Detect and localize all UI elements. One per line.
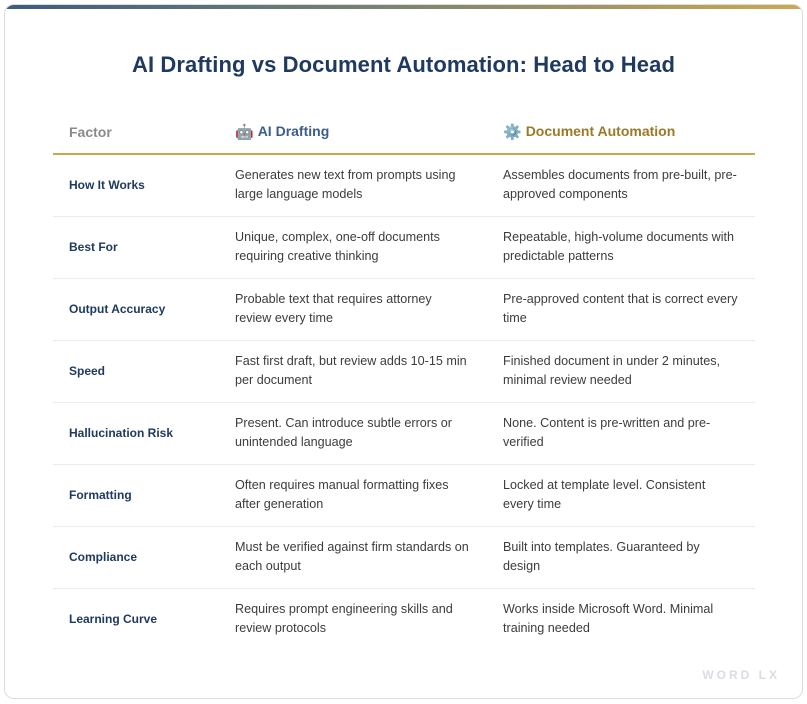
table-row bbox=[53, 154, 755, 216]
ai-drafting-cell: Generates new text from prompts using large language models bbox=[219, 154, 487, 216]
column-header-factor: Factor bbox=[53, 111, 219, 154]
document-automation-cell: Locked at template level. Consistent every time bbox=[487, 464, 755, 526]
document-automation-cell: Works inside Microsoft Word. Minimal training needed bbox=[503, 602, 714, 636]
comparison-table bbox=[53, 111, 755, 650]
factor-cell: Compliance bbox=[53, 526, 219, 588]
factor-cell: Output Accuracy bbox=[53, 278, 219, 340]
column-header-document-automation bbox=[487, 111, 755, 154]
factor-cell: How It Works bbox=[53, 154, 219, 216]
ai-drafting-cell: Often requires manual formatting fixes after generation bbox=[219, 464, 487, 526]
document-automation-cell: Assembles documents from pre-built, pre-approved components bbox=[487, 154, 755, 216]
table-row bbox=[53, 340, 755, 402]
brand-watermark: WORD LX bbox=[702, 668, 780, 682]
table-row bbox=[53, 464, 755, 526]
ai-drafting-cell: Present. Can introduce subtle errors or unintended language bbox=[219, 402, 487, 464]
table-row bbox=[53, 526, 755, 588]
ai-drafting-cell: Must be verified against firm standards on each output bbox=[219, 526, 487, 588]
factor-cell: Best For bbox=[53, 216, 219, 278]
ai-drafting-cell: Probable text that requires attorney review every time bbox=[219, 278, 487, 340]
table-row bbox=[53, 278, 755, 340]
gear-icon: ⚙️ bbox=[503, 124, 522, 141]
factor-cell: Hallucination Risk bbox=[53, 402, 219, 464]
page-title: AI Drafting vs Document Automation: Head to Head bbox=[131, 52, 675, 77]
robot-icon: 🤖 bbox=[235, 124, 254, 141]
table-header-row bbox=[53, 111, 755, 154]
column-header-ai-drafting bbox=[219, 111, 487, 154]
document-automation-cell: Finished document in under 2 minutes, minimal review needed bbox=[487, 340, 755, 402]
document-automation-cell: None. Content is pre-written and pre-verified bbox=[487, 402, 755, 464]
document-automation-cell: Repeatable, high-volume documents with predictable patterns bbox=[487, 216, 755, 278]
comparison-card bbox=[4, 4, 803, 699]
column-header-doc-label: Document Automation bbox=[525, 123, 676, 139]
ai-drafting-cell: Fast first draft, but review adds 10-15 min per document bbox=[219, 340, 487, 402]
document-automation-cell: Built into templates. Guaranteed by design bbox=[487, 526, 755, 588]
factor-cell: Speed bbox=[53, 340, 219, 402]
ai-drafting-cell: Unique, complex, one-off documents requiring creative thinking bbox=[219, 216, 487, 278]
table-row bbox=[53, 216, 755, 278]
factor-cell: Learning Curve bbox=[69, 611, 158, 626]
ai-drafting-cell: Requires prompt engineering skills and review protocols bbox=[235, 602, 453, 636]
document-automation-cell: Pre-approved content that is correct every time bbox=[487, 278, 755, 340]
factor-cell: Formatting bbox=[53, 464, 219, 526]
table-row bbox=[53, 402, 755, 464]
column-header-ai-label: AI Drafting bbox=[257, 123, 330, 139]
accent-gradient-bar bbox=[5, 5, 802, 9]
table-row bbox=[53, 588, 755, 650]
